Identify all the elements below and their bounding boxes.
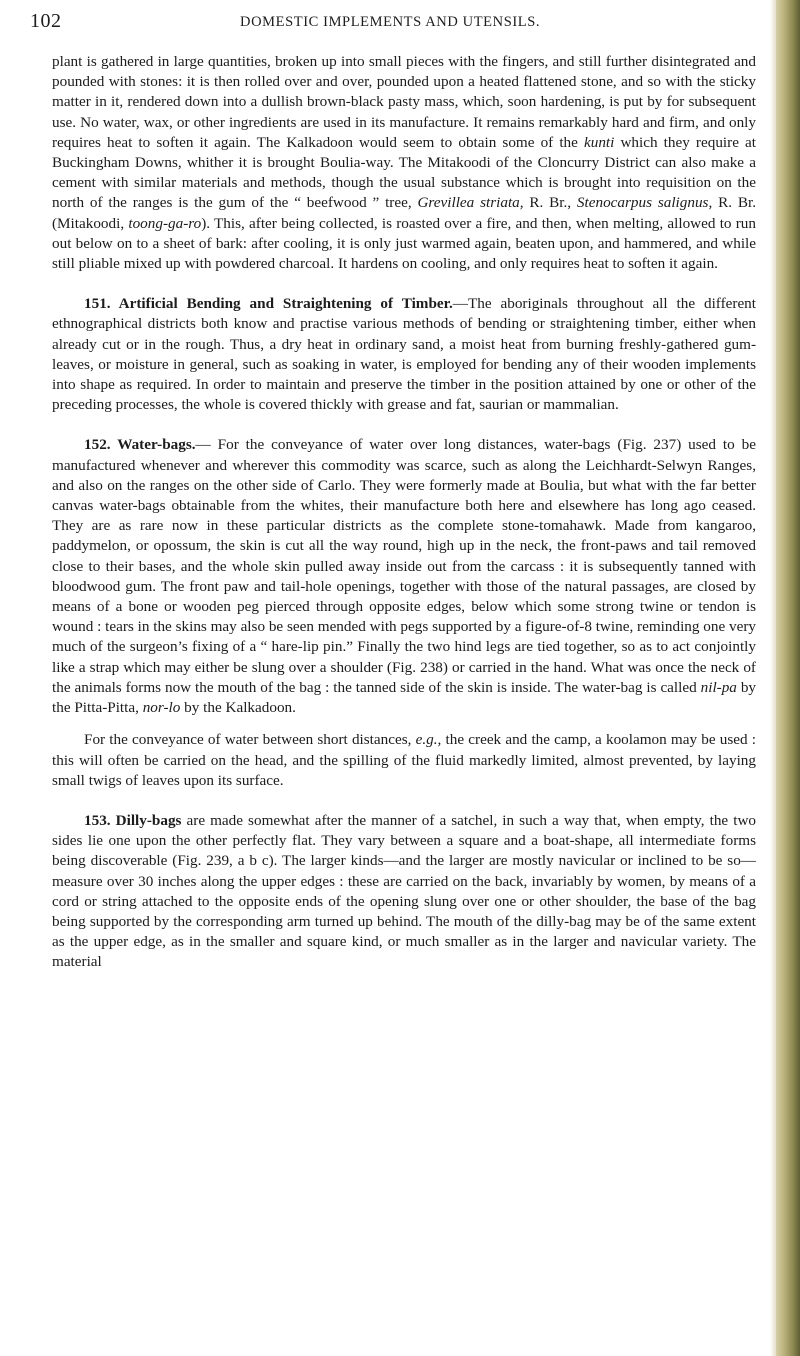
text-run: by the Kalkadoon. xyxy=(180,699,296,717)
page-number: 102 xyxy=(30,10,62,32)
text-run: which they require at Buckingham Downs, whither it is brought Boulia-way. The Mitakoodi of the Cloncurry District can also make a cement with similar materials and methods, though the usual substance which is brought into requisition on the north of the ranges is the gum of the “ beefwood ” tree, xyxy=(52,133,756,212)
text-run: are made somewhat after the manner of a satchel, in such a way that, when empty, the two sides lie one upon the other perfectly flat. They vary between a square and a boat-shape, all intermediate forms being discoverable (Fig. 239, a b c). The larger kinds—and the larger are mostly navicular or inclined to be so—measure over 30 inches along the upper edges : these are carried on the back, invariably by women, by means of a cord or string attached to the opposite ends of the opening slung over one or other shoulder, the base of the bag being supported by the corresponding arm turned up behind. The mouth of the dilly-bag may be of the same extent as the upper edge, as in the smaller and square kind, or much smaller as in the larger and navicular variety. The material xyxy=(52,811,757,971)
italic-term: Grevillea striata, xyxy=(417,194,524,212)
running-title: DOMESTIC IMPLEMENTS AND UTENSILS. xyxy=(240,14,541,30)
text-run: the creek and the camp, a koolamon may be used : this will often be carried on the head, and the spilling of the fluid markedly limited, almost prevented, by laying small twigs of leaves upon its surface. xyxy=(52,731,756,789)
text-run: R. Br., xyxy=(523,194,577,212)
running-head xyxy=(30,10,770,36)
section-152-continued xyxy=(52,730,756,791)
italic-term: toong-ga-ro xyxy=(128,214,202,232)
italic-term: e.g., xyxy=(415,731,442,749)
text-run: —The aboriginals throughout all the different ethnographical districts both know and practise various methods of bending or straightening timber, either when already cut or in the rough. Thus, a dry heat in ordinary sand, a moist heat from burning freshly-gathered gum-leaves, or moisture in general, such as soaking in water, is employed for bending any of their wooden implements into shape as required. In order to maintain and preserve the timber in the position attained by one or other of the preceding processes, the whole is covered thickly with grease and fat, saurian or mammalian. xyxy=(52,295,756,414)
section-heading: 151. Artificial Bending and Straightening of Timber. xyxy=(84,295,453,313)
section-heading: 152. Water-bags. xyxy=(84,436,196,454)
section-153 xyxy=(52,811,756,973)
text-run: — For the conveyance of water over long distances, water-bags (Fig. 237) used to be manufactured whenever and wherever this commodity was scarce, such as along the Leichhardt-Selwyn Ranges, and also on the ranges on the other side of Carlo. They were formerly made at Boulia, but what with the far better canvas water-bags obtainable from the whites, their manufacture both here and elsewhere has long ago ceased. They are as rare now in these particular districts as the complete stone-tomahawk. Made from kangaroo, paddymelon, or opossum, the skin is cut all the way round, high up in the neck, the front-paws and tail removed close to their bases, and the whole skin pulled away inside out from the carcass : it is subsequently tanned with bloodwood gum. The front paw and tail-hole openings, together with those of the natural passages, are closed by means of a bone or wooden peg pierced through opposite edges, below which some strong twine or tendon is wound : tears in the skins may also be seen mended with pegs supported by a figure-of-8 twine, reminding one very much of the surgeon’s fixing of a “ hare-lip pin.” Finally the two hind legs are tied together, so as to act conjointly like a strap which may either be slung over a shoulder (Fig. 238) or carried in the hand. What was once the neck of the animals forms now the mouth of the bag : the tanned side of the skin is inside. The water-bag is called xyxy=(52,436,756,696)
italic-term: nor-lo xyxy=(142,699,181,717)
section-152 xyxy=(52,435,756,718)
italic-term: kunti xyxy=(583,133,615,151)
text-run: plant is gathered in large quantities, broken up into small pieces with the fingers, and still further disintegrated and pounded with stones: it is then rolled over and over, pounded upon a heated flattened stone, and so with the sticky matter in it, rendered down into a dullish brown-black pasty mass, which, soon hardening, is put by for subsequent use. No water, wax, or other ingredients are used in its manufacture. It remains remarkably hard and firm, and only requires heat to soften it again. The Kalkadoon would seem to obtain some of the xyxy=(52,53,756,151)
page-edge-binding xyxy=(776,0,800,1356)
text-run: For the conveyance of water between short distances, xyxy=(84,731,416,749)
text-run: R. Br. (Mitakoodi, xyxy=(52,194,756,232)
text-run: ). This, after being collected, is roasted over a fire, and then, when melting, allowed to run out below on to a sheet of bark: after cooling, it is only just warmed again, beaten upon, and hammered, and while still pliable mixed up with powdered charcoal. It hardens on cooling, and only requires heat to soften it again. xyxy=(52,214,756,273)
body-text xyxy=(52,52,756,973)
section-151 xyxy=(52,294,756,415)
italic-term: nil-pa xyxy=(700,678,737,696)
section-heading: 153. Dilly-bags xyxy=(84,811,182,829)
text-run: by the Pitta-Pitta, xyxy=(52,678,757,717)
italic-term: Stenocarpus salignus, xyxy=(576,194,713,212)
paragraph-continued xyxy=(52,52,756,274)
